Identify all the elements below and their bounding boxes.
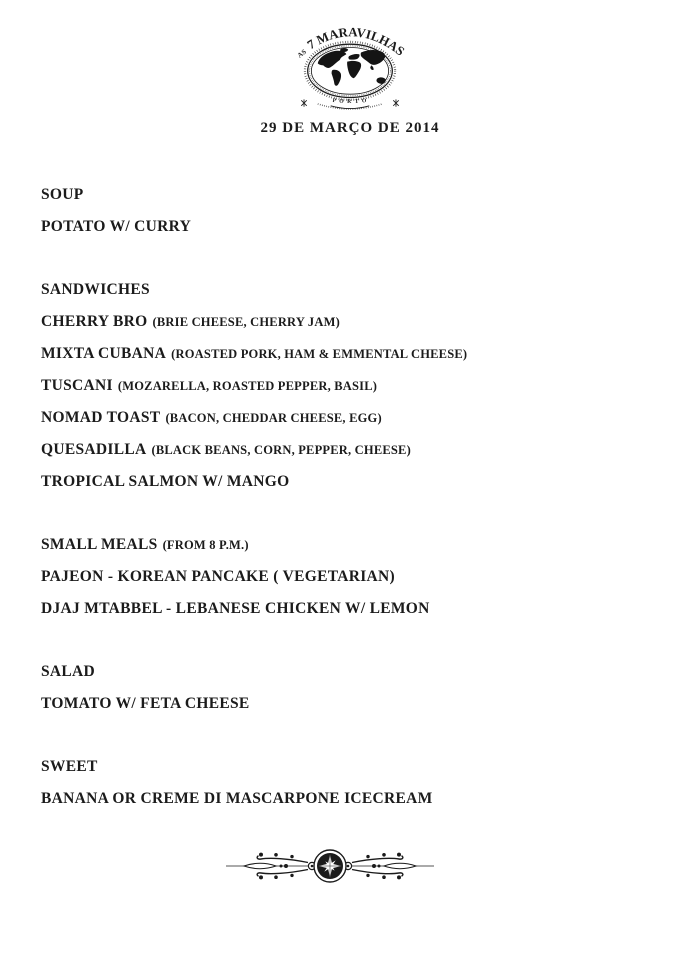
menu-section-sweet — [41, 751, 676, 815]
restaurant-logo — [288, 12, 412, 115]
menu-section-small-meals — [41, 529, 676, 625]
section-title: SANDWICHES — [41, 281, 150, 298]
section-title-line — [41, 751, 676, 783]
logo-star-right — [393, 99, 399, 106]
section-title: SOUP — [41, 186, 84, 203]
item-name: NOMAD TOAST — [41, 409, 161, 426]
item-detail: (BLACK BEANS, CORN, PEPPER, CHEESE) — [151, 443, 411, 457]
menu-item — [41, 593, 676, 625]
section-title-line — [41, 529, 676, 561]
item-name: TROPICAL SALMON W/ MANGO — [41, 473, 290, 490]
menu-section-sandwiches — [41, 274, 676, 498]
menu-date: 29 DE MARÇO DE 2014 — [260, 120, 440, 136]
world-map — [318, 48, 386, 86]
menu-section-soup — [41, 179, 676, 243]
section-title: SALAD — [41, 663, 96, 680]
menu-item — [41, 434, 676, 466]
item-name: BANANA OR CREME DI MASCARPONE ICECREAM — [41, 790, 433, 807]
menu-item — [41, 466, 676, 498]
item-name: TOMATO W/ FETA CHEESE — [41, 695, 250, 712]
item-name: DJAJ MTABBEL - LEBANESE CHICKEN W/ LEMON — [41, 600, 430, 617]
logo-arc-text — [297, 25, 407, 59]
section-title-line — [41, 179, 676, 211]
item-detail: (BRIE CHEESE, CHERRY JAM) — [152, 315, 340, 329]
logo-title: 7 MARAVILHAS — [304, 25, 407, 59]
menu-body — [41, 179, 676, 846]
section-note: (FROM 8 P.M.) — [162, 538, 249, 552]
menu-item — [41, 306, 676, 338]
menu-item — [41, 688, 676, 720]
compass-rose — [314, 850, 346, 882]
item-detail: (BACON, CHEDDAR CHEESE, EGG) — [165, 411, 382, 425]
menu-item — [41, 211, 676, 243]
menu-item — [41, 370, 676, 402]
item-name: PAJEON - KOREAN PANCAKE ( VEGETARIAN) — [41, 568, 395, 585]
item-detail: (MOZARELLA, ROASTED PEPPER, BASIL) — [117, 379, 378, 393]
compass-divider-ornament — [224, 846, 436, 886]
logo-city-text: P O R T O — [332, 97, 368, 106]
item-name: TUSCANI — [41, 377, 113, 394]
item-name: POTATO W/ CURRY — [41, 218, 192, 235]
logo-star-left — [301, 99, 307, 106]
item-name: QUESADILLA — [41, 441, 147, 458]
menu-item — [41, 402, 676, 434]
item-name: CHERRY BRO — [41, 313, 148, 330]
logo-as: AS — [296, 48, 308, 60]
menu-item — [41, 338, 676, 370]
menu-item — [41, 783, 676, 815]
item-name: MIXTA CUBANA — [41, 345, 167, 362]
menu-item — [41, 561, 676, 593]
section-title: SWEET — [41, 758, 98, 775]
item-detail: (ROASTED PORK, HAM & EMMENTAL CHEESE) — [171, 347, 468, 361]
section-title: SMALL MEALS — [41, 536, 158, 553]
menu-section-salad — [41, 656, 676, 720]
section-title-line — [41, 656, 676, 688]
section-title-line — [41, 274, 676, 306]
